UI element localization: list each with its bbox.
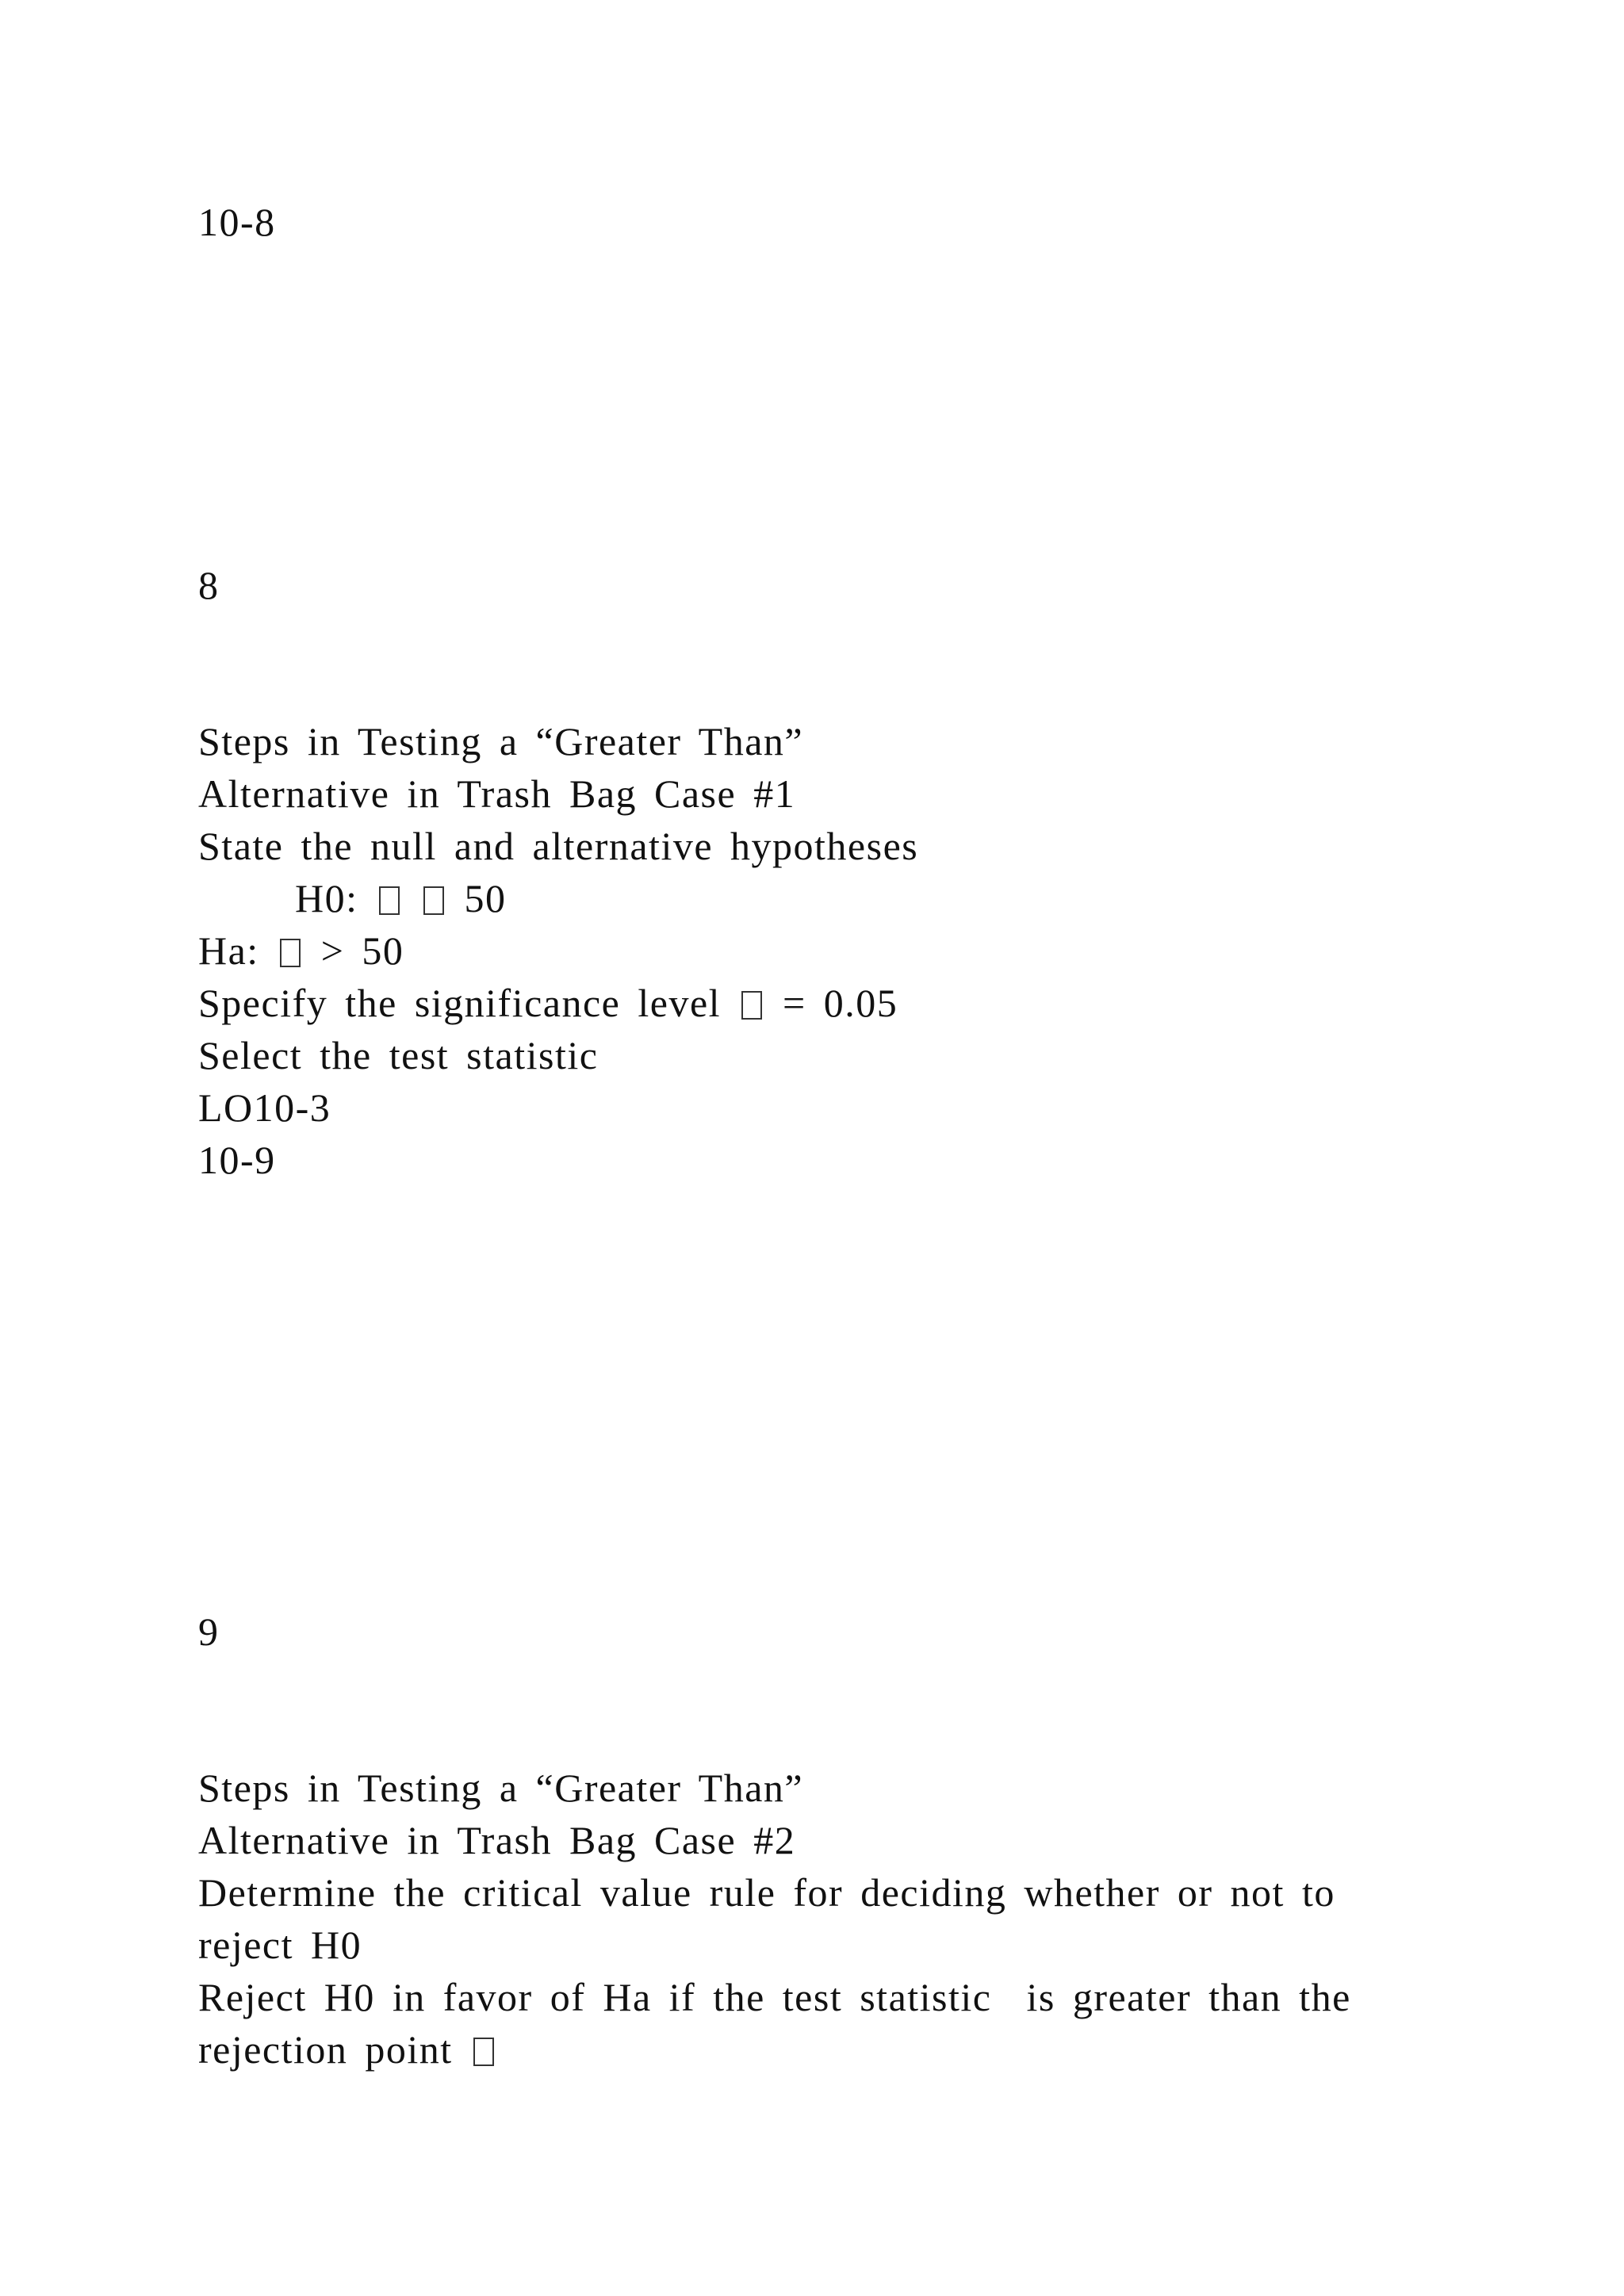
null-hypothesis	[295, 872, 507, 924]
significance-level	[198, 977, 898, 1029]
slide-label: 10-9	[198, 1138, 276, 1182]
mu-glyph-icon	[280, 939, 301, 967]
h0-prefix: H0:	[295, 876, 358, 920]
h0-value: 50	[464, 876, 507, 920]
section-title-line: Alternative in Trash Bag Case #2	[198, 1818, 796, 1862]
section-title-line: Alternative in Trash Bag Case #1	[198, 771, 796, 816]
z-alpha-glyph-icon	[473, 2038, 494, 2066]
step-text: rejection point	[198, 2027, 453, 2072]
significance-value: = 0.05	[783, 981, 898, 1025]
alternative-hypothesis	[198, 924, 404, 977]
step-text: Select the test statistic	[198, 1033, 599, 1077]
section-title-line: Steps in Testing a “Greater Than”	[198, 1766, 804, 1810]
leq-glyph-icon	[423, 886, 444, 915]
step-text: Determine the critical value rule for deciding whether or not to	[198, 1870, 1335, 1915]
step-text: reject H0	[198, 1923, 362, 1967]
section-title-line: Steps in Testing a “Greater Than”	[198, 719, 804, 763]
learning-objective: LO10-3	[198, 1085, 331, 1130]
page-number: 9	[198, 1609, 220, 1654]
slide-label: 10-8	[198, 200, 276, 244]
ha-suffix: > 50	[320, 928, 404, 973]
step-text: State the null and alternative hypotheses	[198, 824, 919, 868]
mu-glyph-icon	[379, 886, 400, 915]
ha-prefix: Ha:	[198, 928, 259, 973]
step-text: Specify the significance level	[198, 981, 722, 1025]
page-number: 8	[198, 563, 220, 607]
step-text-with-glyph	[198, 2023, 497, 2076]
step-text: Reject H0 in favor of Ha if the test statistic is greater than the	[198, 1975, 1351, 2019]
alpha-glyph-icon	[741, 991, 762, 1020]
